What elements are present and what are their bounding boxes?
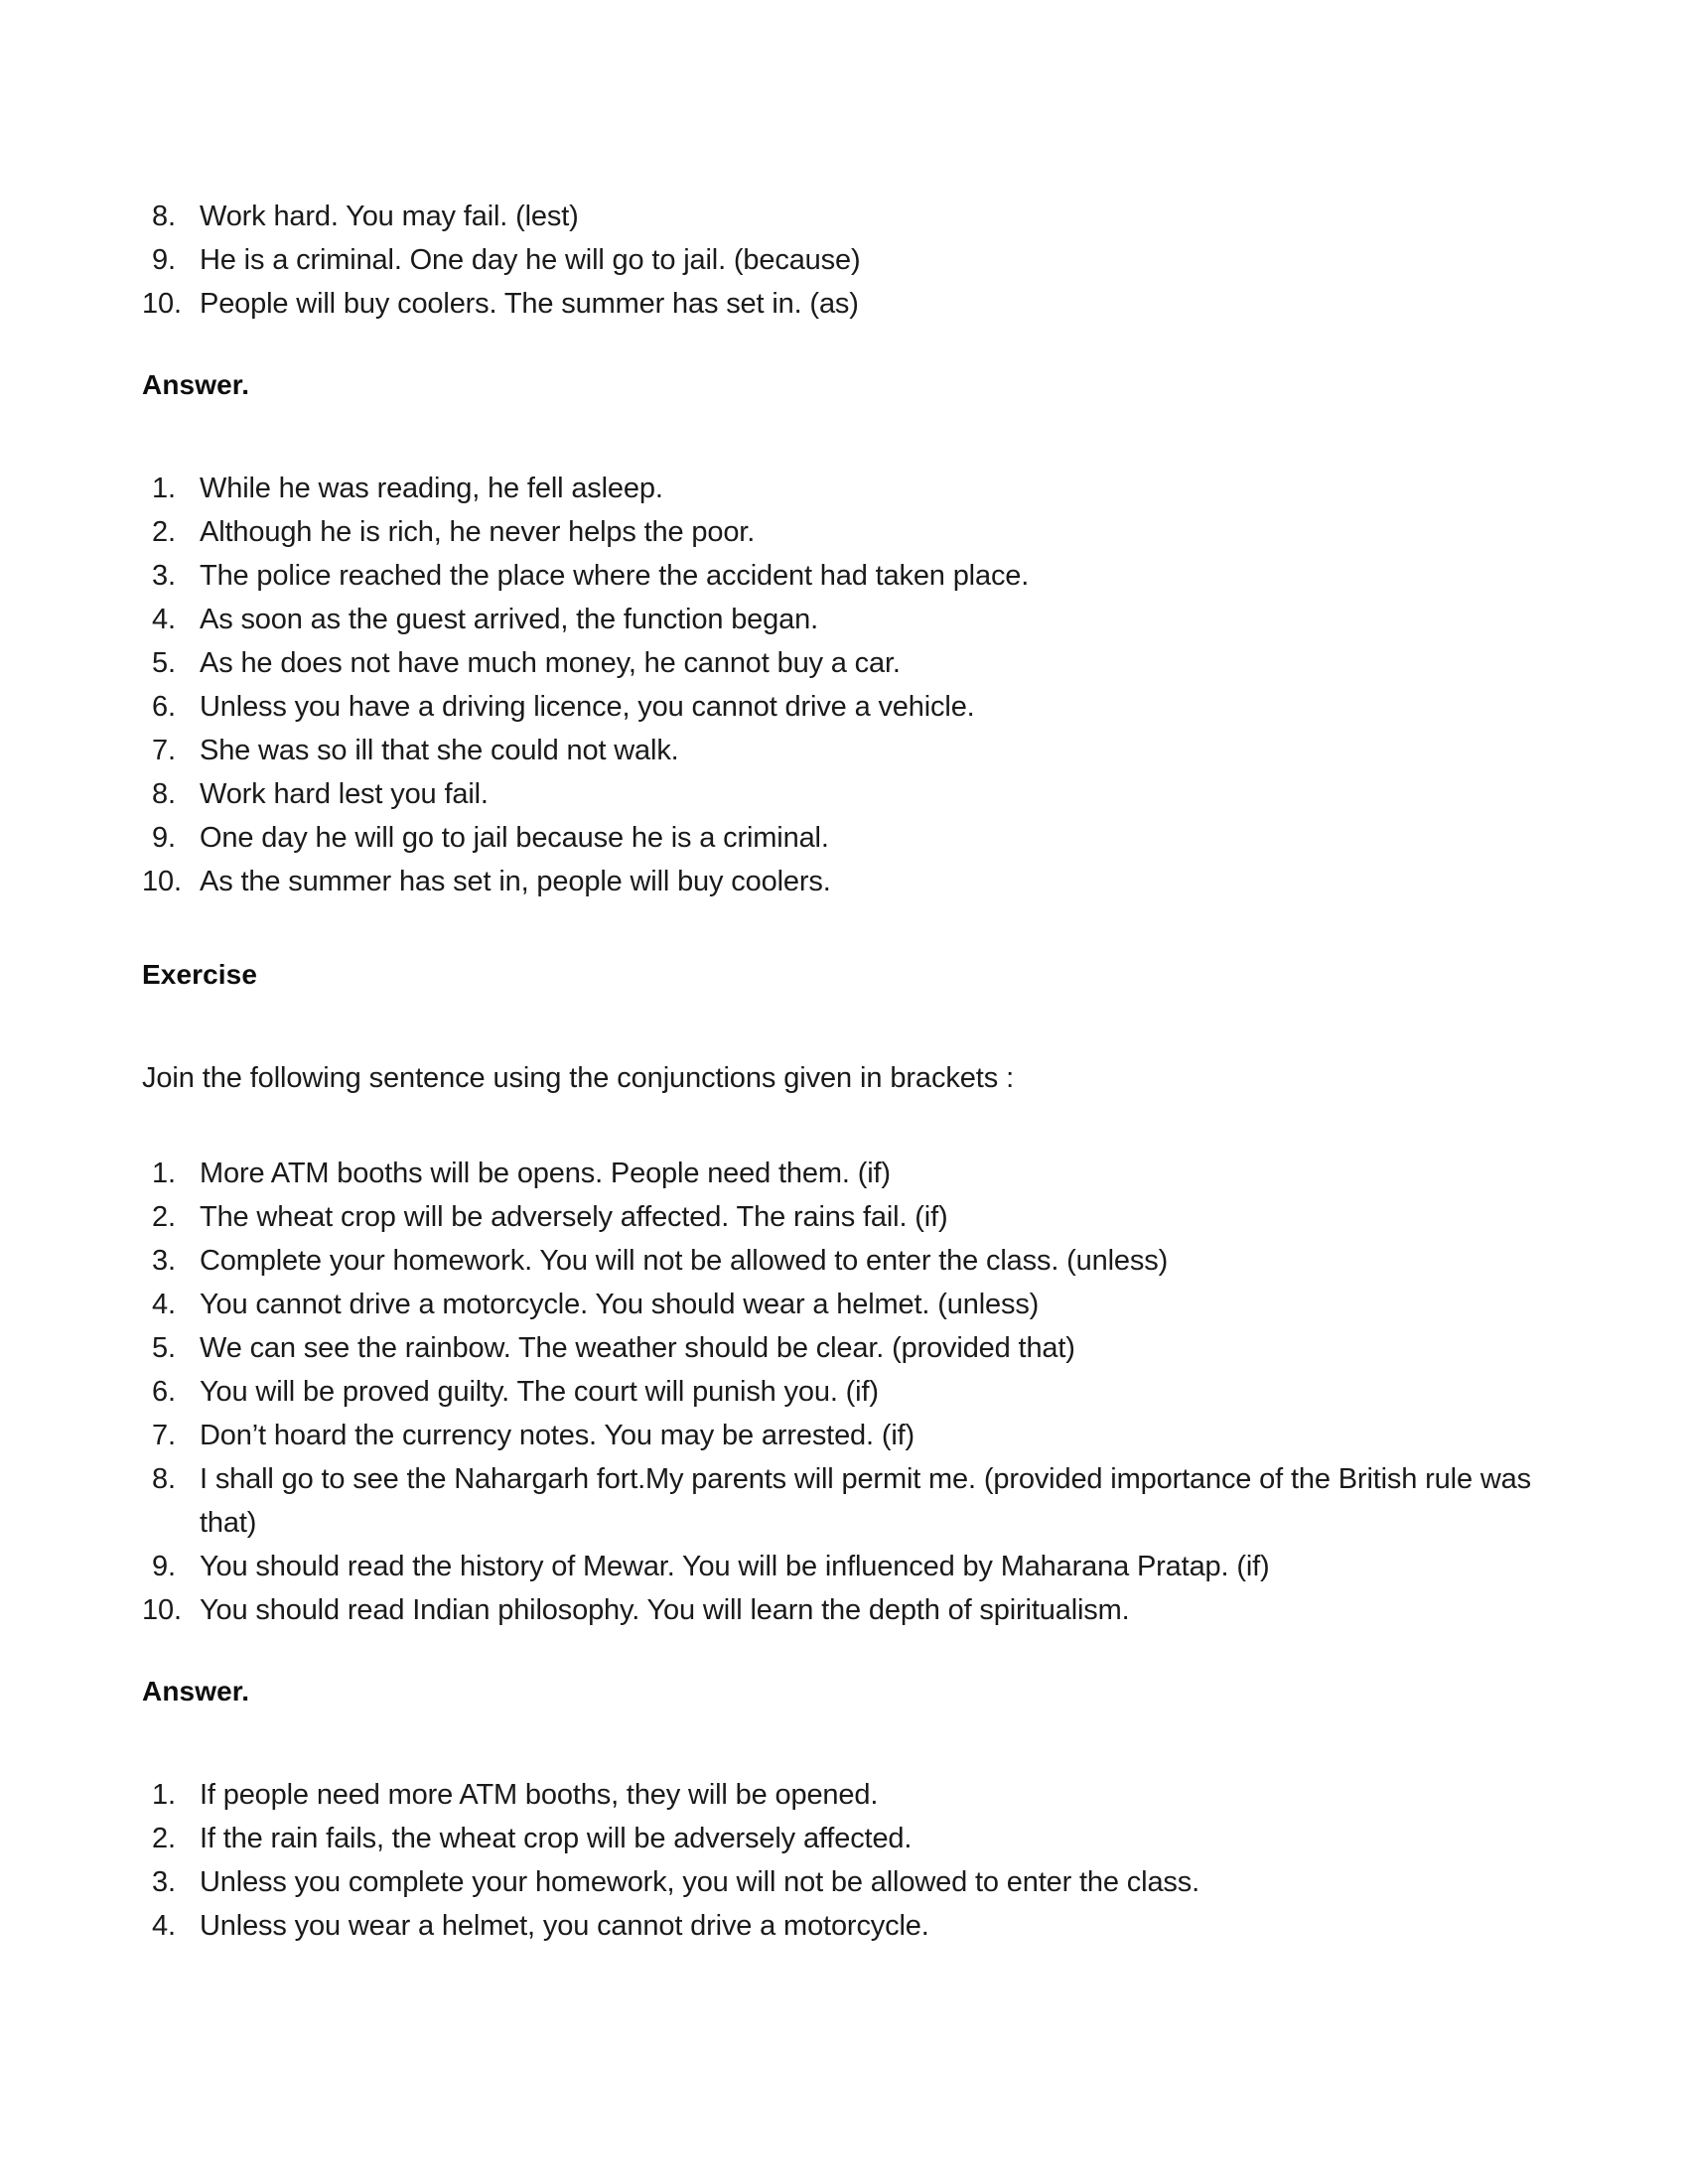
- list-item-number: 10.: [142, 288, 182, 320]
- spacer: [142, 995, 1552, 1056]
- list-item: [142, 1326, 1552, 1370]
- list-item-number: 1.: [152, 1158, 176, 1189]
- list-item-text: The wheat crop will be adversely affected. The rains fail. (if): [200, 1201, 948, 1233]
- list-item-text: You will be proved guilty. The court will punish you. (if): [200, 1376, 879, 1408]
- list-item-number: 4.: [152, 604, 176, 635]
- list-item-number: 8.: [152, 778, 176, 810]
- list-item: [142, 860, 1552, 903]
- list-item-number: 3.: [152, 1245, 176, 1277]
- list-item-number: 2.: [152, 1823, 176, 1854]
- list-item-text: Work hard lest you fail.: [200, 778, 489, 810]
- list-item-number: 4.: [152, 1910, 176, 1942]
- list-item: [142, 1414, 1552, 1457]
- list-item: [142, 467, 1552, 510]
- spacer: [142, 405, 1552, 467]
- list-item-number: 9.: [152, 1551, 176, 1582]
- list-item-number: 8.: [152, 201, 176, 232]
- spacer: [142, 326, 1552, 365]
- answer-list-one: [142, 467, 1552, 903]
- list-item-text: Unless you complete your homework, you will not be allowed to enter the class.: [200, 1866, 1200, 1898]
- list-item-number: 7.: [152, 1420, 176, 1451]
- list-item: [142, 1239, 1552, 1283]
- list-item: [142, 1588, 1552, 1632]
- list-item-text: As soon as the guest arrived, the function began.: [200, 604, 819, 635]
- list-item: [142, 1860, 1552, 1904]
- list-item-number: 8.: [152, 1463, 176, 1495]
- list-item: [142, 816, 1552, 860]
- list-item-text: You cannot drive a motorcycle. You should wear a helmet. (unless): [200, 1289, 1040, 1320]
- document-content: [142, 195, 1552, 1948]
- list-item-text: We can see the rainbow. The weather should be clear. (provided that): [200, 1332, 1075, 1364]
- list-item-text: As he does not have much money, he cannot buy a car.: [200, 647, 901, 679]
- list-item: [142, 641, 1552, 685]
- list-item: [142, 1817, 1552, 1860]
- list-item-text: As the summer has set in, people will buy coolers.: [200, 866, 831, 897]
- list-item: [142, 685, 1552, 729]
- list-item: [142, 598, 1552, 641]
- list-item-number: 3.: [152, 560, 176, 592]
- exercise-heading: Exercise: [142, 959, 258, 990]
- list-item-text: While he was reading, he fell asleep.: [200, 473, 663, 504]
- list-item-text: You should read the history of Mewar. You will be influenced by Maharana Pratap. (if): [200, 1551, 1270, 1582]
- list-item: [142, 195, 1552, 238]
- list-item: [142, 1457, 1552, 1545]
- list-item-text: I shall go to see the Nahargarh fort.My parents will permit me. (provided importance of the British rule was that): [200, 1463, 1531, 1539]
- list-item-text: She was so ill that she could not walk.: [200, 735, 679, 766]
- list-item-number: 1.: [152, 473, 176, 504]
- list-item: [142, 1904, 1552, 1948]
- answer-heading: Answer.: [142, 1676, 250, 1706]
- exercise-instruction: Join the following sentence using the conjunctions given in brackets :: [142, 1062, 1015, 1094]
- answer-list-two: [142, 1773, 1552, 1948]
- list-item-number: 10.: [142, 1594, 182, 1626]
- list-item: [142, 1545, 1552, 1588]
- list-item-number: 3.: [152, 1866, 176, 1898]
- list-item-number: 10.: [142, 866, 182, 897]
- spacer: [142, 1632, 1552, 1672]
- list-item-text: If people need more ATM booths, they will be opened.: [200, 1779, 879, 1811]
- list-item: [142, 238, 1552, 282]
- list-item-text: If the rain fails, the wheat crop will be adversely affected.: [200, 1823, 913, 1854]
- list-item: [142, 1283, 1552, 1326]
- list-item-number: 6.: [152, 1376, 176, 1408]
- list-item-text: You should read Indian philosophy. You will learn the depth of spiritualism.: [200, 1594, 1130, 1626]
- list-item-number: 2.: [152, 1201, 176, 1233]
- list-item: [142, 510, 1552, 554]
- continued-question-list: [142, 195, 1552, 326]
- list-item-number: 5.: [152, 1332, 176, 1364]
- list-item-text: Don’t hoard the currency notes. You may be arrested. (if): [200, 1420, 915, 1451]
- list-item-number: 9.: [152, 822, 176, 854]
- list-item: [142, 772, 1552, 816]
- list-item: [142, 1370, 1552, 1414]
- list-item-number: 7.: [152, 735, 176, 766]
- list-item: [142, 1195, 1552, 1239]
- list-item: [142, 1152, 1552, 1195]
- spacer: [142, 903, 1552, 955]
- list-item-number: 6.: [152, 691, 176, 723]
- list-item: [142, 729, 1552, 772]
- spacer: [142, 1711, 1552, 1773]
- list-item: [142, 282, 1552, 326]
- list-item-text: One day he will go to jail because he is a criminal.: [200, 822, 829, 854]
- list-item-text: People will buy coolers. The summer has set in. (as): [200, 288, 859, 320]
- list-item-text: Although he is rich, he never helps the poor.: [200, 516, 756, 548]
- list-item-number: 1.: [152, 1779, 176, 1811]
- list-item-text: More ATM booths will be opens. People need them. (if): [200, 1158, 891, 1189]
- list-item: [142, 554, 1552, 598]
- answer-heading: Answer.: [142, 369, 250, 400]
- list-item-number: 4.: [152, 1289, 176, 1320]
- list-item-text: Unless you have a driving licence, you cannot drive a vehicle.: [200, 691, 975, 723]
- list-item-number: 9.: [152, 244, 176, 276]
- list-item: [142, 1773, 1552, 1817]
- list-item-text: He is a criminal. One day he will go to jail. (because): [200, 244, 861, 276]
- list-item-text: Work hard. You may fail. (lest): [200, 201, 579, 232]
- spacer: [142, 1100, 1552, 1152]
- list-item-text: Complete your homework. You will not be allowed to enter the class. (unless): [200, 1245, 1169, 1277]
- list-item-text: The police reached the place where the accident had taken place.: [200, 560, 1030, 592]
- exercise-question-list: [142, 1152, 1552, 1632]
- list-item-number: 2.: [152, 516, 176, 548]
- list-item-number: 5.: [152, 647, 176, 679]
- list-item-text: Unless you wear a helmet, you cannot drive a motorcycle.: [200, 1910, 929, 1942]
